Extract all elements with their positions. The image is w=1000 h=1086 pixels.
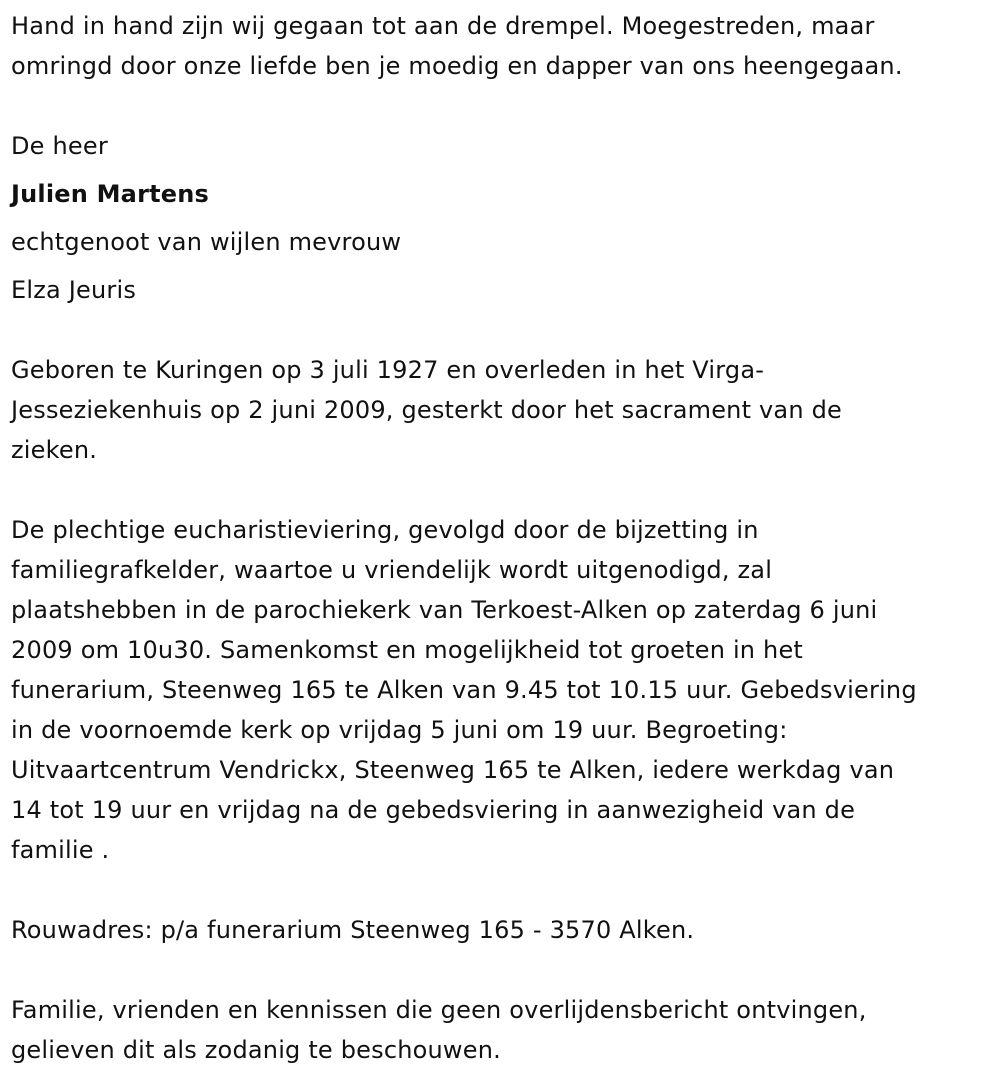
deceased-name: Julien Martens xyxy=(11,180,210,208)
birth-death-line-2: Jesseziekenhuis op 2 juni 2009, gesterkt door het sacrament van de xyxy=(11,396,842,424)
ceremony-line-5: funerarium, Steenweg 165 te Alken van 9.45 tot 10.15 uur. Gebedsviering xyxy=(11,676,917,704)
ceremony-line-3: plaatshebben in de parochiekerk van Terkoest-Alken op zaterdag 6 juni xyxy=(11,596,878,624)
closing-line-2: gelieven dit als zodanig te beschouwen. xyxy=(11,1036,501,1064)
ceremony-line-6: in de voornoemde kerk op vrijdag 5 juni om 19 uur. Begroeting: xyxy=(11,716,788,744)
spouse-name: Elza Jeuris xyxy=(11,276,137,304)
relation-line: echtgenoot van wijlen mevrouw xyxy=(11,228,402,256)
mourning-address: Rouwadres: p/a funerarium Steenweg 165 - 3570 Alken. xyxy=(11,916,695,944)
closing-line-1: Familie, vrienden en kennissen die geen overlijdensbericht ontvingen, xyxy=(11,996,867,1024)
ceremony-line-1: De plechtige eucharistieviering, gevolgd door de bijzetting in xyxy=(11,516,759,544)
birth-death-line-3: zieken. xyxy=(11,436,98,464)
salutation: De heer xyxy=(11,132,108,160)
birth-death-line-1: Geboren te Kuringen op 3 juli 1927 en overleden in het Virga- xyxy=(11,356,765,384)
ceremony-line-7: Uitvaartcentrum Vendrickx, Steenweg 165 te Alken, iedere werkdag van xyxy=(11,756,895,784)
ceremony-line-2: familiegrafkelder, waartoe u vriendelijk wordt uitgenodigd, zal xyxy=(11,556,773,584)
ceremony-line-4: 2009 om 10u30. Samenkomst en mogelijkheid tot groeten in het xyxy=(11,636,804,664)
ceremony-line-8: 14 tot 19 uur en vrijdag na de gebedsviering in aanwezigheid van de xyxy=(11,796,856,824)
ceremony-line-9: familie . xyxy=(11,836,110,864)
intro-line-1: Hand in hand zijn wij gegaan tot aan de drempel. Moegestreden, maar xyxy=(11,12,875,40)
intro-line-2: omringd door onze liefde ben je moedig en dapper van ons heengegaan. xyxy=(11,52,903,80)
